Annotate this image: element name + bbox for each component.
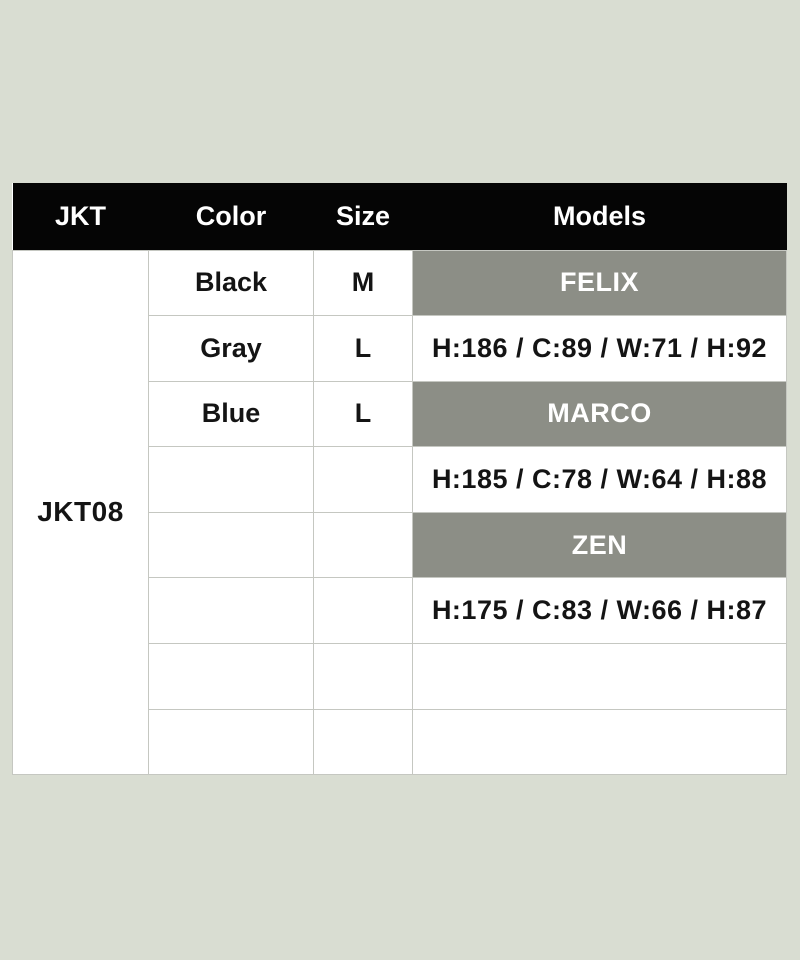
color-cell bbox=[149, 709, 314, 775]
header-row bbox=[13, 183, 787, 250]
color-cell: Black bbox=[149, 250, 314, 316]
header-jkt: JKT bbox=[13, 183, 149, 250]
model-measurements-cell: H:186 / C:89 / W:71 / H:92 bbox=[413, 316, 787, 382]
color-cell bbox=[149, 644, 314, 710]
jkt-code-cell: JKT08 bbox=[13, 250, 149, 775]
size-cell bbox=[314, 644, 413, 710]
color-cell bbox=[149, 512, 314, 578]
table-row bbox=[13, 250, 787, 316]
model-measurements-cell: H:175 / C:83 / W:66 / H:87 bbox=[413, 578, 787, 644]
color-cell bbox=[149, 578, 314, 644]
size-cell bbox=[314, 578, 413, 644]
size-cell bbox=[314, 447, 413, 513]
size-cell: L bbox=[314, 316, 413, 382]
size-cell bbox=[314, 709, 413, 775]
header-color: Color bbox=[149, 183, 314, 250]
size-cell bbox=[314, 512, 413, 578]
model-empty-cell bbox=[413, 644, 787, 710]
header-models: Models bbox=[413, 183, 787, 250]
model-name-cell: MARCO bbox=[413, 381, 787, 447]
color-cell bbox=[149, 447, 314, 513]
size-cell: L bbox=[314, 381, 413, 447]
size-chart-table bbox=[12, 183, 787, 775]
model-empty-cell bbox=[413, 709, 787, 775]
color-cell: Blue bbox=[149, 381, 314, 447]
size-cell: M bbox=[314, 250, 413, 316]
color-cell: Gray bbox=[149, 316, 314, 382]
header-size: Size bbox=[314, 183, 413, 250]
model-name-cell: ZEN bbox=[413, 512, 787, 578]
model-measurements-cell: H:185 / C:78 / W:64 / H:88 bbox=[413, 447, 787, 513]
model-name-cell: FELIX bbox=[413, 250, 787, 316]
